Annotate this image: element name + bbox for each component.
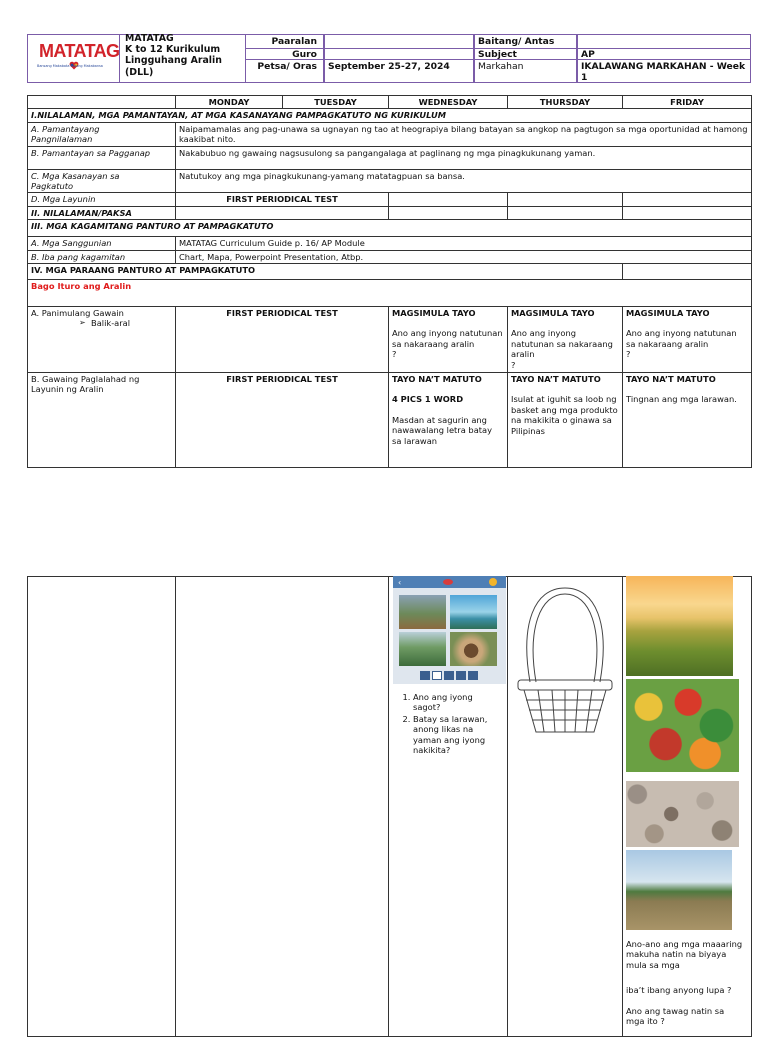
gawaing-paglalahad-label: B. Gawaing Paglalahad ng Layunin ng Aralin [28, 373, 176, 468]
petsa-value: September 25-27, 2024 [324, 59, 474, 83]
fruits-vegetables-photo [626, 679, 739, 772]
dll-table [27, 95, 752, 468]
paaralan-field[interactable] [324, 34, 474, 49]
letter-slot [444, 671, 454, 680]
layunin-label: D. Mga Layunin [28, 193, 176, 206]
basket-instruction: Isulat at iguhit sa loob ng basket ang mga produkto na makikita o ginawa sa Pilipinas [511, 394, 618, 436]
iba-pang-kagamitan-label: B. Iba pang kagamitan [28, 250, 176, 263]
magsimula-title: MAGSIMULA TAYO [511, 308, 595, 319]
guro-label: Guro [245, 48, 324, 60]
sanggunian-label: A. Mga Sanggunian [28, 237, 176, 250]
letter-slot [456, 671, 466, 680]
four-pics-one-word-image [393, 576, 506, 684]
matatag-logo [27, 34, 120, 83]
day-header-thursday: THURSDAY [508, 96, 623, 109]
back-icon: ‹ [398, 578, 402, 587]
coin-icon [489, 578, 497, 586]
basket-drawing [514, 584, 616, 736]
empty-cell [508, 206, 623, 219]
empty-cell [28, 577, 176, 1037]
rice-field-photo [626, 576, 733, 676]
pamantayan-pagganap-label: B. Pamantayan sa Pagganap [28, 146, 176, 169]
kasanayan-value: Natutukoy ang mga pinagkukunang-yamang matatagpuan sa bansa. [176, 169, 752, 193]
balik-aral-question: Ano ang inyong natutunan sa nakaraang aralin ? [392, 328, 503, 360]
empty-cell [389, 193, 508, 206]
sanggunian-value: MATATAG Curriculum Guide p. 16/ AP Module [176, 237, 752, 250]
wed-question-list [397, 692, 501, 755]
balik-aral-item: ➢ Balik-aral [79, 318, 172, 328]
four-pics-instruction: Masdan at sagurin ang nawawalang letra batay sa larawan [392, 414, 493, 446]
tayo-matuto-title: TAYO NA’T MATUTO [392, 374, 482, 385]
pebbles-photo [626, 781, 739, 847]
markahan-value: IKALAWANG MARKAHAN - Week 1 [577, 59, 751, 83]
subject-label: Subject [474, 48, 577, 60]
pamantayang-pangnilalaman-label: A. Pamantayang Pangnilalaman [28, 122, 176, 146]
picture-rice-field [399, 632, 446, 666]
day-header-tuesday: TUESDAY [283, 96, 389, 109]
picture-beach [450, 595, 497, 629]
fri-question-2: iba’t ibang anyong lupa ? [626, 985, 732, 995]
section-1-heading: I.NILALAMAN, MGA PAMANTAYAN, AT MGA KASANAYANG PAMPAGKATUTO NG KURIKULUM [28, 109, 752, 122]
baitang-label: Baitang/ Antas [474, 34, 577, 49]
logo-tagline: Bansang Makabata Batang Makabansa [37, 64, 103, 68]
picture-chocolate-hills [399, 595, 446, 629]
paglalahad-wednesday [389, 373, 508, 468]
section-3-heading: III. MGA KAGAMITANG PANTURO AT PAMPAGKATUTO [28, 220, 752, 237]
subject-value: AP [577, 48, 751, 60]
fri-question-3: Ano ang tawag natin sa mga ito ? [626, 1006, 725, 1027]
tayo-matuto-title: TAYO NA’T MATUTO [626, 374, 716, 385]
baitang-field[interactable] [577, 34, 751, 49]
empty-cell [508, 193, 623, 206]
tayo-matuto-title: TAYO NA’T MATUTO [511, 374, 601, 385]
balik-aral-question: Ano ang inyong natutunan sa nakaraang aralin ? [626, 328, 737, 360]
letter-slots [420, 671, 478, 680]
balik-aral-question: Ano ang inyong natutunan sa nakaraang aralin ? [511, 328, 613, 370]
empty-cell [623, 264, 752, 280]
panimulang-thursday [508, 307, 623, 373]
empty-cell [623, 206, 752, 219]
empty-cell [176, 206, 389, 219]
four-pics-title: 4 PICS 1 WORD [392, 394, 464, 405]
empty-cell [623, 193, 752, 206]
layunin-value: FIRST PERIODICAL TEST [176, 193, 389, 206]
paglalahad-monday: FIRST PERIODICAL TEST [176, 373, 389, 468]
panimulang-monday: FIRST PERIODICAL TEST [176, 307, 389, 373]
title-line: MATATAG [125, 33, 174, 44]
petsa-label: Petsa/ Oras [245, 59, 324, 83]
fri-question-1: Ano-ano ang mga maaaring makuha natin na biyaya mula sa mga [626, 939, 743, 970]
paglalahad-thursday [508, 373, 623, 468]
magsimula-title: MAGSIMULA TAYO [392, 308, 476, 319]
empty-cell [389, 206, 508, 219]
day-header-monday: MONDAY [176, 96, 283, 109]
letter-slot [420, 671, 430, 680]
kasanayan-label: C. Mga Kasanayan sa Pagkatuto [28, 169, 176, 193]
panimulang-wednesday [389, 307, 508, 373]
empty-cell [176, 577, 389, 1037]
markahan-label: Markahan [474, 59, 577, 83]
pamantayang-pangnilalaman-value: Naipamamalas ang pag-unawa sa ugnayan ng tao at heograpiya bilang batayan sa angkop na pagtugon sa mga oportunidad at hamong kaakibat nito. [176, 122, 752, 146]
document-title [125, 33, 245, 78]
pamantayan-pagganap-value: Nakabubuo ng gawaing nagsusulong sa pangangalaga at paglinang ng mga pinagkukunang yaman. [176, 146, 752, 169]
section-2-heading: II. NILALAMAN/PAKSA [28, 206, 176, 219]
paglalahad-friday [623, 373, 752, 468]
logo-text: MATATAG [39, 41, 120, 61]
bago-ituro-heading: Bago Ituro ang Aralin [28, 280, 752, 307]
letter-slot [468, 671, 478, 680]
magsimula-title: MAGSIMULA TAYO [626, 308, 710, 319]
panimulang-friday [623, 307, 752, 373]
title-line: Lingguhang Aralin [125, 55, 222, 67]
day-header-wednesday: WEDNESDAY [389, 96, 508, 109]
blank-corner [28, 96, 176, 109]
wed-question: 2. Batay sa larawan, anong likas na yaman ang iyong nakikita? [413, 714, 501, 756]
picture-tarsier [450, 632, 497, 666]
section-4-heading: IV. MGA PARAANG PANTURO AT PAMPAGKATUTO [28, 264, 623, 280]
tingnan-instruction: Tingnan ang mga larawan. [626, 394, 737, 405]
wed-question: 1. Ano ang iyong sagot? [413, 692, 501, 713]
panimulang-gawain-cell [28, 307, 176, 373]
paaralan-label: Paaralan [245, 34, 324, 49]
iba-pang-kagamitan-value: Chart, Mapa, Powerpoint Presentation, Atbp. [176, 250, 752, 263]
letter-slot [432, 671, 442, 680]
title-line: K to 12 Kurikulum [125, 44, 221, 56]
day-header-friday: FRIDAY [623, 96, 752, 109]
open-land-photo [626, 850, 732, 930]
lips-icon [443, 579, 453, 585]
panimulang-gawain-label: A. Panimulang Gawain [31, 308, 124, 319]
title-line: (DLL) [125, 66, 154, 78]
